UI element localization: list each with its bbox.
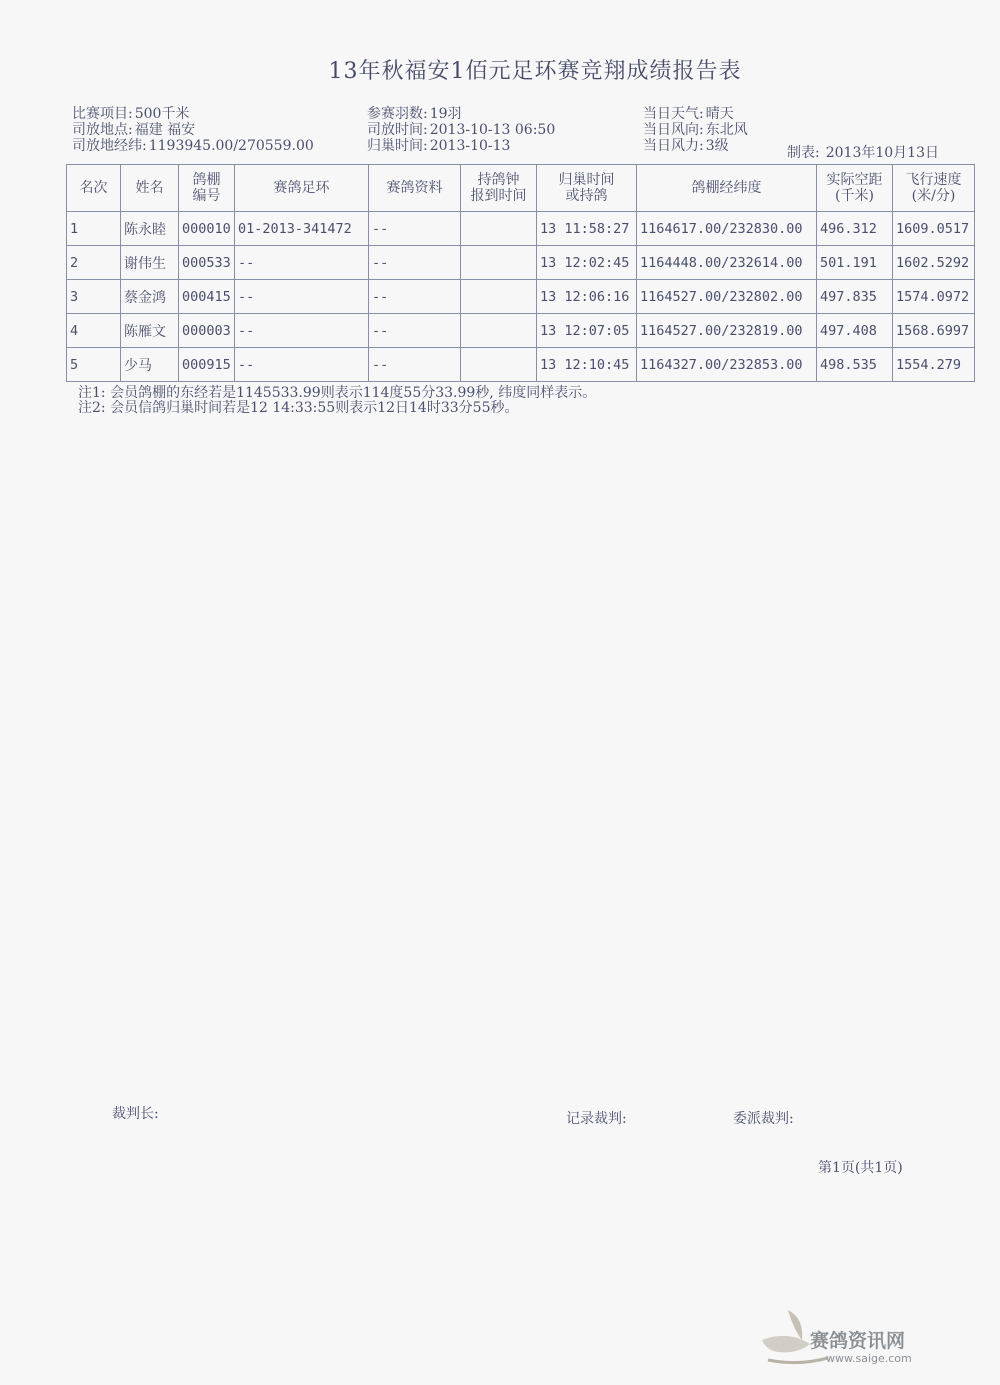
recorder-referee-label: 记录裁判:	[566, 1111, 627, 1127]
cell-clock-time	[461, 314, 537, 348]
cell-distance: 501.191	[817, 246, 893, 280]
cell-ring: --	[235, 348, 369, 382]
made-value: 2013年10月13日	[825, 145, 939, 161]
info-row	[367, 106, 555, 122]
col-header-loft-id: 鸽棚 编号	[179, 165, 235, 212]
watermark-name: 赛鸽资讯网	[810, 1330, 906, 1352]
cell-pigeon-info: --	[369, 280, 461, 314]
made-label: 制表:	[787, 145, 820, 161]
info-row	[367, 138, 555, 154]
col-header-distance: 实际空距 (千米)	[817, 165, 893, 212]
info-column-1	[72, 106, 314, 154]
cell-coordinates: 1164448.00/232614.00	[637, 246, 817, 280]
cell-name: 谢伟生	[121, 246, 179, 280]
cell-rank: 4	[67, 314, 121, 348]
results-table	[66, 164, 975, 382]
cell-distance: 496.312	[817, 212, 893, 246]
info-value: 2013-10-13	[429, 138, 511, 154]
cell-loft-id: 000915	[179, 348, 235, 382]
watermark-url: www.saige.com	[826, 1352, 912, 1365]
cell-ring: --	[235, 280, 369, 314]
info-value: 东北风	[705, 122, 748, 138]
info-label: 司放时间:	[367, 122, 428, 138]
info-label: 参赛羽数:	[367, 106, 428, 122]
cell-speed: 1554.279	[893, 348, 975, 382]
cell-coordinates: 1164527.00/232819.00	[637, 314, 817, 348]
cell-loft-id: 000415	[179, 280, 235, 314]
cell-arrival-time: 13 11:58:27	[537, 212, 637, 246]
col-header-speed: 飞行速度 (米/分)	[893, 165, 975, 212]
table-row	[67, 314, 975, 348]
cell-pigeon-info: --	[369, 212, 461, 246]
info-column-2	[367, 106, 555, 154]
cell-arrival-time: 13 12:06:16	[537, 280, 637, 314]
table-row	[67, 246, 975, 280]
info-row	[72, 106, 314, 122]
table-header-row	[67, 165, 975, 212]
col-header-coordinates: 鸽棚经纬度	[637, 165, 817, 212]
cell-rank: 5	[67, 348, 121, 382]
cell-ring: --	[235, 246, 369, 280]
info-value: 1193945.00/270559.00	[148, 138, 314, 154]
col-header-pigeon-info: 赛鸽资料	[369, 165, 461, 212]
cell-rank: 3	[67, 280, 121, 314]
cell-coordinates: 1164327.00/232853.00	[637, 348, 817, 382]
cell-distance: 498.535	[817, 348, 893, 382]
cell-pigeon-info: --	[369, 314, 461, 348]
cell-clock-time	[461, 212, 537, 246]
cell-speed: 1568.6997	[893, 314, 975, 348]
col-header-ring: 赛鸽足环	[235, 165, 369, 212]
footnote-2: 注2: 会员信鸽归巢时间若是12 14:33:55则表示12日14时33分55秒。	[78, 400, 519, 416]
cell-arrival-time: 13 12:07:05	[537, 314, 637, 348]
cell-distance: 497.408	[817, 314, 893, 348]
table-row	[67, 348, 975, 382]
cell-rank: 2	[67, 246, 121, 280]
info-label: 当日天气:	[643, 106, 704, 122]
info-row	[72, 122, 314, 138]
info-column-3	[643, 106, 748, 154]
cell-loft-id: 000533	[179, 246, 235, 280]
info-value: 晴天	[705, 106, 734, 122]
cell-clock-time	[461, 280, 537, 314]
cell-speed: 1574.0972	[893, 280, 975, 314]
info-label: 当日风向:	[643, 122, 704, 138]
col-header-rank: 名次	[67, 165, 121, 212]
table-row	[67, 212, 975, 246]
cell-ring: 01-2013-341472	[235, 212, 369, 246]
cell-coordinates: 1164617.00/232830.00	[637, 212, 817, 246]
made-date	[787, 142, 939, 162]
info-value: 3级	[705, 138, 729, 154]
info-label: 比赛项目:	[72, 106, 133, 122]
col-header-name: 姓名	[121, 165, 179, 212]
info-label: 归巢时间:	[367, 138, 428, 154]
info-row	[643, 138, 748, 154]
report-title: 13年秋福安1佰元足环赛竞翔成绩报告表	[328, 59, 742, 84]
footnote-1: 注1: 会员鸽棚的东经若是1145533.99则表示114度55分33.99秒, 纬度同样表示。	[78, 385, 597, 401]
info-row	[367, 122, 555, 138]
info-value: 19羽	[429, 106, 462, 122]
footnotes	[78, 386, 596, 416]
info-row	[643, 106, 748, 122]
assigned-referee-label: 委派裁判:	[733, 1111, 794, 1127]
info-row	[72, 138, 314, 154]
info-value: 2013-10-13 06:50	[429, 122, 556, 138]
cell-loft-id: 000010	[179, 212, 235, 246]
table-row	[67, 280, 975, 314]
cell-coordinates: 1164527.00/232802.00	[637, 280, 817, 314]
cell-arrival-time: 13 12:02:45	[537, 246, 637, 280]
info-label: 当日风力:	[643, 138, 704, 154]
cell-rank: 1	[67, 212, 121, 246]
cell-loft-id: 000003	[179, 314, 235, 348]
info-value: 500千米	[134, 106, 190, 122]
cell-clock-time	[461, 348, 537, 382]
col-header-arrival-time: 归巢时间 或持鸽	[537, 165, 637, 212]
chief-referee-label: 裁判长:	[112, 1106, 159, 1122]
cell-arrival-time: 13 12:10:45	[537, 348, 637, 382]
cell-name: 少马	[121, 348, 179, 382]
cell-pigeon-info: --	[369, 246, 461, 280]
col-header-clock-time: 持鸽钟 报到时间	[461, 165, 537, 212]
info-label: 司放地经纬:	[72, 138, 147, 154]
cell-name: 陈雁文	[121, 314, 179, 348]
info-label: 司放地点:	[72, 122, 133, 138]
cell-name: 陈永睦	[121, 212, 179, 246]
cell-ring: --	[235, 314, 369, 348]
cell-clock-time	[461, 246, 537, 280]
cell-distance: 497.835	[817, 280, 893, 314]
info-row	[643, 122, 748, 138]
cell-pigeon-info: --	[369, 348, 461, 382]
cell-speed: 1602.5292	[893, 246, 975, 280]
info-value: 福建 福安	[134, 122, 196, 138]
page-number: 第1页(共1页)	[818, 1160, 903, 1176]
cell-speed: 1609.0517	[893, 212, 975, 246]
cell-name: 蔡金鸿	[121, 280, 179, 314]
